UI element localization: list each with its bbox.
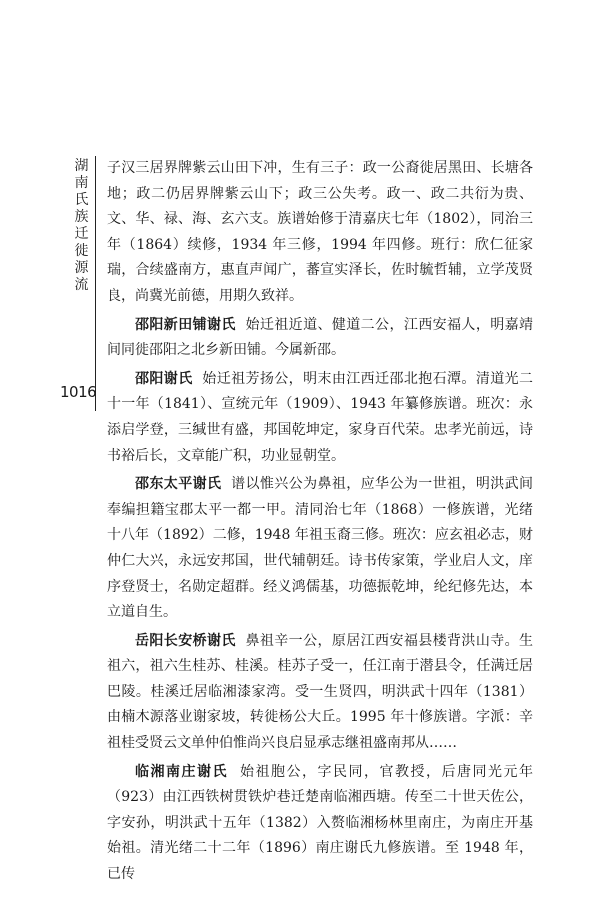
entry-text: 始迁祖芳扬公，明末由江西迁邵北抱石潭。清道光二十一年（1841）、宣统元年（1909）、1943 年纂修族谱。班次：永添启学登，三缄世有盛，邦国乾坤定，家身百代荣。忠孝光前远，诗书裕后长，文章能广积，功业显朝堂。 — [107, 370, 534, 464]
entry-name: 邵阳谢氏 — [135, 370, 193, 387]
page-number: 1016 — [60, 383, 97, 401]
text-body — [107, 156, 533, 891]
entry-text: 始祖胞公，字民同，官教授，后唐同光元年（923）由江西铁树贯铁炉巷迁楚南临湘西塘。传至二十世天佐公，字安孙，明洪武十五年（1382）入赘临湘杨林里南庄，为南庄开基始祖。清光绪二十二年（1896）南庄谢氏九修族谱。至 1948 年，已传 — [107, 763, 534, 883]
entry-name: 岳阳长安桥谢氏 — [135, 632, 236, 649]
entry-shaoyang-xintianpu — [107, 313, 533, 364]
entry-shaoyang — [107, 367, 533, 469]
running-title: 湖南氏族迁徙源流 — [74, 158, 90, 293]
entry-yueyang-changanqiao — [107, 629, 533, 757]
paragraph-text: 子汉三居界牌紫云山田下冲，生有三子：政一公裔徙居黑田、长塘各地；政二仍居界牌紫云山下；政三公失考。政一、政二共衍为贵、文、华、禄、海、玄六支。族谱始修于清嘉庆七年（1802），同治三年（1864）续修，1934 年三修，1994 年四修。班行：欣仁征家瑞，合续盛南方，惠直声闻广，蕃宣实泽长，佐时毓哲辅，立学茂贤良，尚冀光前德，用期久致祥。 — [107, 160, 533, 304]
entry-text: 鼻祖辛一公，原居江西安福县楼背洪山寺。生祖六，祖六生桂苏、桂溪。桂苏子受一，任江南于潜县令，任满迁居巴陵。桂溪迁居临湘漆家湾。受一生贤四，明洪武十四年（1381）由楠木源落业谢家坡，转徙杨公大丘。1995 年十修族谱。字派：辛祖桂受贤云文单仲伯惟尚兴良启显承志继祖盛南邦从…… — [107, 632, 534, 752]
entry-linxiang-nanzhuang — [107, 760, 533, 888]
vertical-rule — [95, 156, 96, 411]
entry-text: 谱以惟兴公为鼻祖，应华公为一世祖，明洪武间奉编担籍宝郡太平一都一甲。清同治七年（1868）一修族谱，光绪十八年（1892）二修，1948 年祖玉裔三修。班次：应玄祖必志，财仲仁大兴，永远安邦国，世代辅朝廷。诗书传家策，学业启人文，庠序登贤士，名勋定超群。经义鸿儒基，功德振乾坤，纶纪修先达，本立道自生。 — [107, 476, 534, 621]
entry-text: 始迁祖近道、健道二公，江西安福人，明嘉靖间同徙邵阳之北乡新田铺。今属新邵。 — [107, 316, 534, 359]
entry-shaodong-taiping — [107, 472, 533, 626]
entry-name: 临湘南庄谢氏 — [135, 763, 229, 780]
paragraph-continued — [107, 156, 533, 310]
entry-name: 邵阳新田铺谢氏 — [135, 316, 236, 333]
entry-name: 邵东太平谢氏 — [135, 476, 222, 493]
